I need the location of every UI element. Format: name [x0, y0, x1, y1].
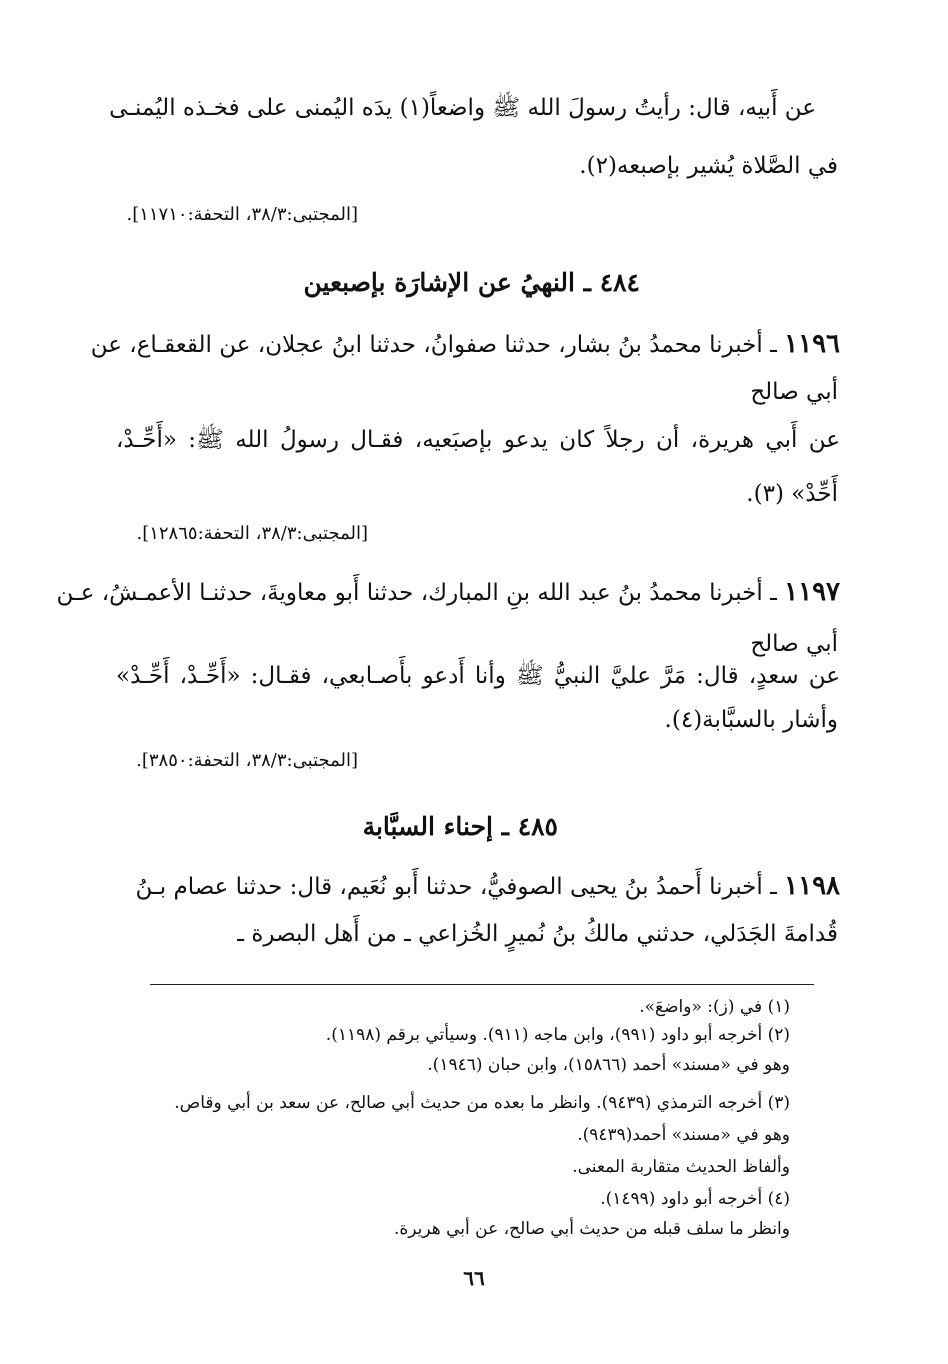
- hadith-1197-first-line: [56, 572, 840, 613]
- paragraph-line: أَحِّدْ» (٣).: [746, 481, 838, 507]
- hadith-1198-first-line: [116, 866, 840, 907]
- hadith-number: ١١٩٦: [784, 329, 840, 359]
- hadith-number: ١١٩٨: [784, 871, 840, 901]
- source-reference: [المجتبى:٣٨/٣، التحفة:١١٧١٠].: [126, 204, 358, 225]
- footnote-separator: [150, 984, 814, 985]
- footnote-line: وألفاظ الحديث متقاربة المعنى.: [572, 1157, 790, 1177]
- paragraph-line: في الصَّلاة يُشير بإصبعه(٢).: [579, 153, 838, 179]
- paragraph-line: أبي صالح: [750, 379, 838, 405]
- source-reference: [المجتبى:٣٨/٣، التحفة:٣٨٥٠].: [136, 750, 358, 771]
- paragraph-line: عن أَبيه، قال: رأيتُ رسولَ الله ﷺ واضعاً(١) يدَه اليُمنى على فخـذه اليُمنـى: [109, 95, 816, 121]
- paragraph-line: قُدامةَ الجَدَلي، حدثني مالكُ بنُ نُميرٍ الخُزاعي ـ من أَهل البصرة ـ: [237, 921, 838, 947]
- hadith-text: ـ أخبرنا محمدُ بنُ عبد الله بنِ المبارك، حدثنا أَبو معاويةَ، حدثنـا الأعمـشُ، عـن: [56, 580, 777, 606]
- paragraph-line: أبي صالح: [750, 631, 838, 657]
- footnote-line: وانظر ما سلف قبله من حديث أبي صالح، عن أبي هريرة.: [393, 1219, 790, 1239]
- footnote-line: (٢) أخرجه أبو داود (٩٩١)، وابن ماجه (٩١١). وسيأتي برقم (١١٩٨).: [325, 1025, 790, 1045]
- hadith-text: ـ أخبرنا أَحمدُ بنُ يحيى الصوفيُّ، حدثنا أَبو نُعَيم، قال: حدثنا عصام بـنُ: [135, 874, 777, 900]
- page-number: ٦٦: [463, 1266, 485, 1290]
- paragraph-line: عن سعدٍ، قال: مَرَّ عليَّ النبيُّ ﷺ وأنا أَدعو بأَصـابعي، فقـال: «أَحِّـدْ، أَحِّـدْ»: [116, 663, 840, 689]
- paragraph-line: عن أَبي هريرة، أن رجلاً كان يدعو بإصبَعيه، فقـال رسولُ الله ﷺ: «أَحِّـدْ،: [116, 427, 840, 453]
- footnote-line: (٣) أخرجه الترمذي (٩٤٣٩). وانظر ما بعده من حديث أبي صالح، عن سعد بن أبي وقاص.: [174, 1093, 790, 1113]
- hadith-text: ـ أخبرنا محمدُ بنُ بشار، حدثنا صفوانُ، حدثنا ابنُ عجلان، عن القعقـاع، عن: [90, 332, 777, 358]
- footnote-line: (٤) أخرجه أبو داود (١٤٩٩).: [600, 1189, 790, 1209]
- paragraph-line: وأشار بالسبَّابة(٤).: [664, 707, 838, 733]
- footnote-line: وهو في «مسند» أحمد(٩٤٣٩).: [577, 1125, 790, 1145]
- chapter-heading-484: ٤٨٤ ـ النهيُ عن الإشارَة بإصبعين: [303, 268, 640, 297]
- chapter-heading-485: ٤٨٥ ـ إحناء السبَّابة: [362, 812, 558, 841]
- footnote-line: وهو في «مسند» أحمد (١٥٨٦٦)، وابن حبان (١٩٤٦).: [427, 1055, 790, 1075]
- source-reference: [المجتبى:٣٨/٣، التحفة:١٢٨٦٥].: [136, 523, 368, 544]
- footnote-line: (١) في (ز): «واضعَ».: [639, 997, 790, 1017]
- hadith-number: ١١٩٧: [784, 577, 840, 607]
- hadith-1196-first-line: [90, 324, 840, 365]
